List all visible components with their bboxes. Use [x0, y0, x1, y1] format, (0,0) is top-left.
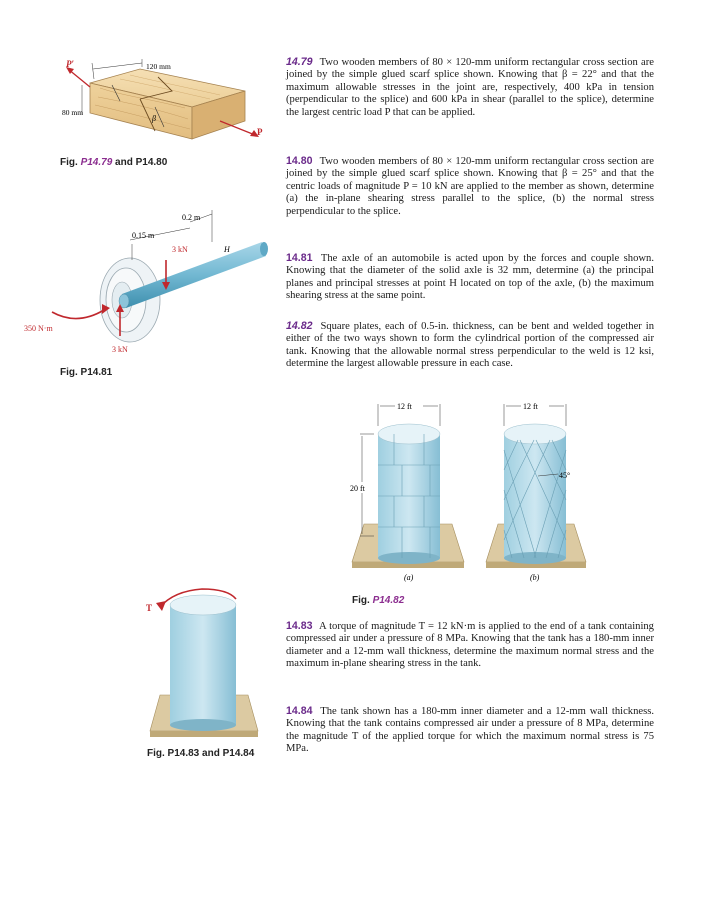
caption-fig-p1483: Fig. P14.83 and P14.84	[147, 748, 255, 759]
problem-14-82	[286, 320, 654, 371]
figure-tank-torque	[140, 585, 280, 740]
label-b: (b)	[530, 573, 540, 582]
problem-number: 14.83	[286, 620, 313, 632]
figure-axle	[22, 200, 282, 370]
label-p: P	[257, 127, 263, 137]
caption-fig-p1479: Fig. P14.79 and P14.80	[60, 157, 168, 168]
label-12ft-b: 12 ft	[523, 402, 538, 411]
problem-text: Square plates, each of 0.5-in. thickness, can be bent and welded together in either of the two ways shown to form the cylindrical portion of the compressed air tank. Knowing that the allowable normal stress perpendicular to the weld is 12 ksi, determine the largest allowable pressure in each case.	[286, 321, 654, 370]
caption-fig-p1481: Fig. P14.81	[60, 367, 113, 378]
problem-text: A torque of magnitude T = 12 kN·m is applied to the end of a tank containing compressed air under a pressure of 8 MPa. Knowing that the tank has a 180-mm inner diameter and a 12-mm wall thickness, determine the maximum normal stress and the maximum in-plane shearing stress in the tank.	[286, 621, 654, 670]
problem-14-80	[286, 155, 654, 218]
problem-text: Two wooden members of 80 × 120-mm uniform rectangular cross section are joined by the simple glued scarf splice shown. Knowing that β = 22° and that the maximum allowable stresses in the joint are, respectively, 400 kPa in tension (perpendicular to the splice) and 600 kPa in shear (parallel to the splice), determine the largest centric load P that can be applied.	[286, 57, 654, 118]
label-t: T	[146, 603, 153, 613]
label-a: (a)	[404, 573, 414, 582]
caption-fig-p1482: Fig. P14.82	[352, 595, 405, 606]
label-45deg: 45°	[559, 471, 571, 480]
figure-tanks	[340, 400, 590, 585]
problem-14-84	[286, 705, 654, 756]
dim-120mm: 120 mm	[146, 62, 171, 71]
label-beta: β	[152, 114, 156, 123]
dim-80mm: 80 mm	[62, 108, 84, 117]
label-20ft: 20 ft	[350, 484, 365, 493]
problem-number: 14.80	[286, 155, 313, 167]
load-3kn-top: 3 kN	[172, 245, 188, 254]
problem-text: The axle of an automobile is acted upon by the forces and couple shown. Knowing that the diameter of the solid axle is 32 mm, determine (a) the principal planes and principal stresses at point H located on top of the axle, (b) the maximum shearing stress at the same point.	[286, 253, 654, 302]
couple-350nm: 350 N·m	[24, 324, 53, 333]
dim-015m: 0.15 m	[132, 231, 155, 240]
problem-number: 14.84	[286, 705, 313, 717]
label-point-h: H	[224, 245, 230, 254]
figure-scarf-splice	[60, 55, 280, 155]
label-p-prime: P′	[66, 59, 75, 69]
dim-02m: 0.2 m	[182, 213, 201, 222]
load-3kn-bottom: 3 kN	[112, 345, 128, 354]
label-12ft-a: 12 ft	[397, 402, 412, 411]
problem-text: The tank shown has a 180-mm inner diameter and a 12-mm wall thickness. Knowing that the tank contains compressed air under a pressure of 8 MPa, determine the magnitude T of the applied torque for which the maximum normal stress is 75 MPa.	[286, 706, 654, 755]
problem-number: 14.81	[286, 252, 313, 264]
problem-14-83	[286, 620, 654, 671]
problem-number: 14.79	[286, 56, 313, 68]
problem-number: 14.82	[286, 320, 313, 332]
problem-14-79	[286, 56, 654, 119]
problem-14-81	[286, 252, 654, 303]
problem-text: Two wooden members of 80 × 120-mm uniform rectangular cross section are joined by the simple glued scarf splice shown. Knowing that β = 25° and that the centric loads of magnitude P = 10 kN are applied to the member as shown, determine (a) the in-plane shearing stress parallel to the splice, (b) the normal stress perpendicular to the splice.	[286, 156, 654, 217]
